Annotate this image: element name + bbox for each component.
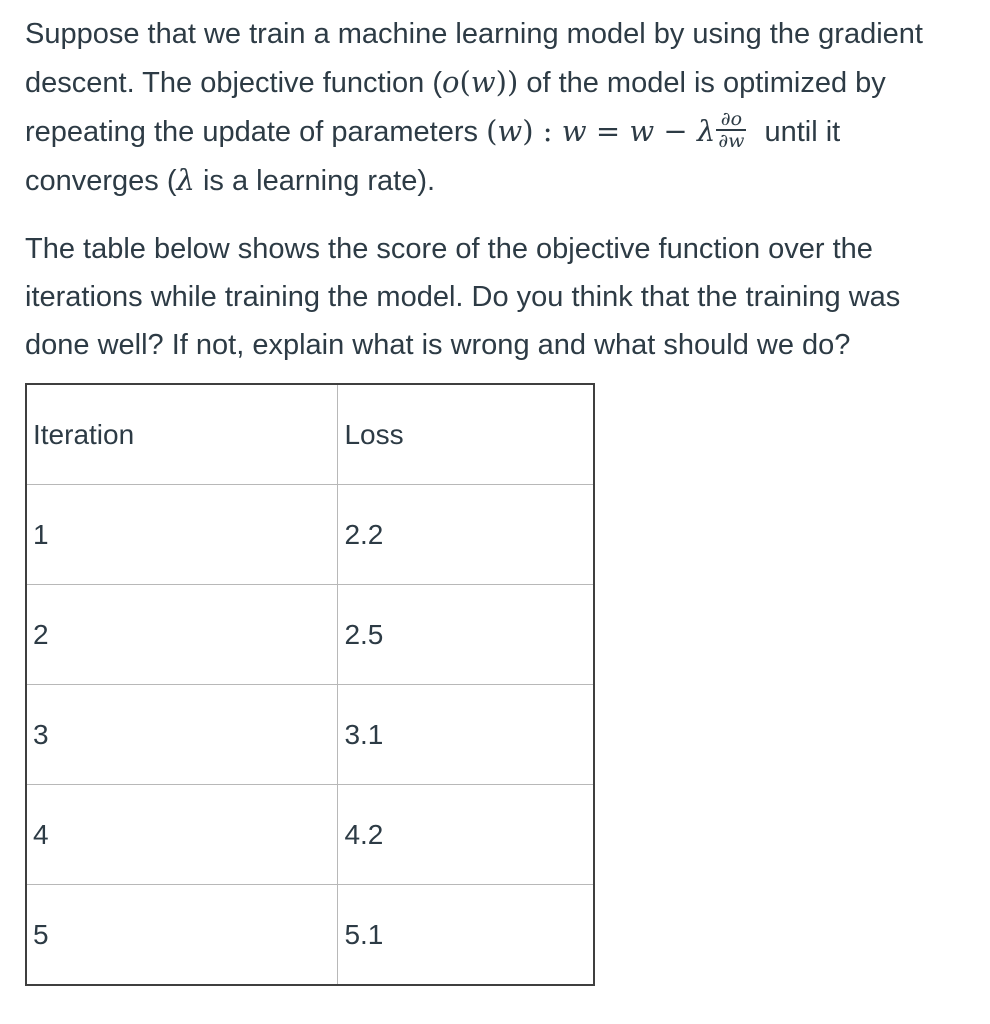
table-row [26,585,594,685]
loss-cell: 4.2 [338,785,594,885]
header-loss: Loss [338,384,594,485]
table-row [26,485,594,585]
param-paren-open: ( [486,114,498,148]
loss-cell: 3.1 [338,685,594,785]
table-row [26,785,594,885]
update-minus: − [654,114,697,148]
math-paren-open: ( [459,65,471,99]
lambda-symbol: λ [696,114,716,148]
iteration-cell: 2 [26,585,338,685]
fraction-numerator: ∂o [716,109,746,131]
iteration-cell: 1 [26,485,338,585]
math-w: w [470,65,496,99]
math-o: o [442,65,460,99]
iteration-cell: 5 [26,885,338,986]
update-equals: = [586,114,630,148]
question-text [25,10,965,369]
update-rhs: w [629,114,655,148]
lambda-symbol-2: λ [176,163,195,197]
table-row [26,685,594,785]
question-paragraph-2: The table below shows the score of the objective function over the iterations while training the model. Do you think that the training was done well? If not, explain what is wrong and what should we do? [25,233,901,361]
iteration-cell: 3 [26,685,338,785]
loss-cell: 2.2 [338,485,594,585]
iteration-cell: 4 [26,785,338,885]
p1-text-1: Suppose that we train a machine learning model by using the gradient descent. The objective function ( [25,18,923,99]
loss-table [25,383,595,986]
p1-text-3: until it converges ( [25,116,841,197]
update-lhs: w [561,114,587,148]
p1-text-2: of the model is optimized by repeating the update of parameters [25,67,886,148]
math-colon: : [533,114,562,148]
param-paren-close: ) [522,114,534,148]
loss-cell: 5.1 [338,885,594,986]
fraction-denominator: ∂w [718,130,745,153]
question-paragraph-1 [25,10,965,205]
math-paren-close: )) [495,65,519,99]
param-w: w [497,114,523,148]
table-header-row [26,384,594,485]
partial-derivative-fraction [716,109,746,151]
table-row [26,885,594,986]
loss-cell: 2.5 [338,585,594,685]
p1-text-4: is a learning rate). [194,165,436,197]
header-iteration: Iteration [26,384,338,485]
